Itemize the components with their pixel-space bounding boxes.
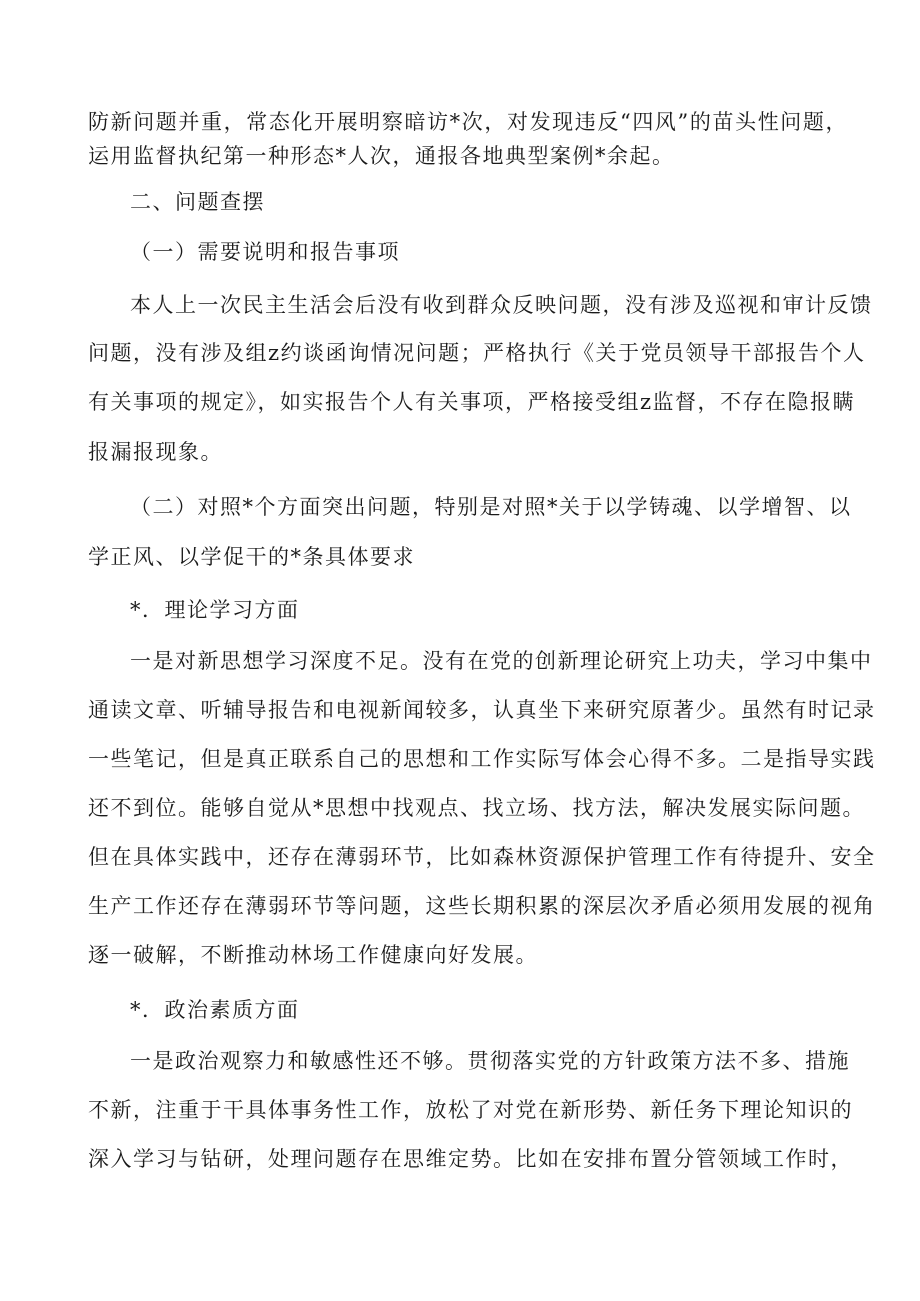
section-heading: 二、问题查摆 <box>130 190 265 214</box>
text-line: 还不到位。能够自觉从*思想中找观点、找立场、找方法，解决发展实际问题。 <box>88 796 865 820</box>
text-line: 生产工作还存在薄弱环节等问题，这些长期积累的深层次矛盾必须用发展的视角 <box>88 894 876 918</box>
item-heading: *．理论学习方面 <box>130 598 300 622</box>
text-line: 深入学习与钻研，处理问题存在思维定势。比如在安排布置分管领域工作时， <box>88 1147 853 1171</box>
subsection-heading: （二）对照*个方面突出问题，特别是对照*关于以学铸魂、以学增智、以 <box>130 495 852 519</box>
subsection-heading: （一）需要说明和报告事项 <box>130 240 400 264</box>
text-line: 一是对新思想学习深度不足。没有在党的创新理论研究上功夫，学习中集中 <box>130 649 873 673</box>
text-line: 本人上一次民主生活会后没有收到群众反映问题，没有涉及巡视和审计反馈 <box>130 293 873 317</box>
text-line: 一些笔记，但是真正联系自己的思想和工作实际写体会心得不多。二是指导实践 <box>88 747 876 771</box>
item-heading: *．政治素质方面 <box>130 998 300 1022</box>
text-line: 防新问题并重，常态化开展明察暗访*次，对发现违反“四风”的苗头性问题， <box>88 110 849 134</box>
text-line: 逐一破解，不断推动林场工作健康向好发展。 <box>88 943 538 967</box>
text-line: 有关事项的规定》，如实报告个人有关事项，严格接受组z监督，不存在隐报瞒 <box>88 390 856 414</box>
text-line: 但在具体实践中，还存在薄弱环节，比如森林资源保护管理工作有待提升、安全 <box>88 845 876 869</box>
subsection-heading: 学正风、以学促干的*条具体要求 <box>88 545 415 569</box>
text-line: 问题，没有涉及组z约谈函询情况问题；严格执行《关于党员领导干部报告个人 <box>88 341 866 365</box>
text-line: 通读文章、听辅导报告和电视新闻较多，认真坐下来研究原著少。虽然有时记录 <box>88 698 876 722</box>
text-line: 运用监督执纪第一种形态*人次，通报各地典型案例*余起。 <box>88 144 675 168</box>
text-line: 不新，注重于干具体事务性工作，放松了对党在新形势、新任务下理论知识的 <box>88 1098 853 1122</box>
text-line: 报漏报现象。 <box>88 440 223 464</box>
text-line: 一是政治观察力和敏感性还不够。贯彻落实党的方针政策方法不多、措施 <box>130 1049 850 1073</box>
